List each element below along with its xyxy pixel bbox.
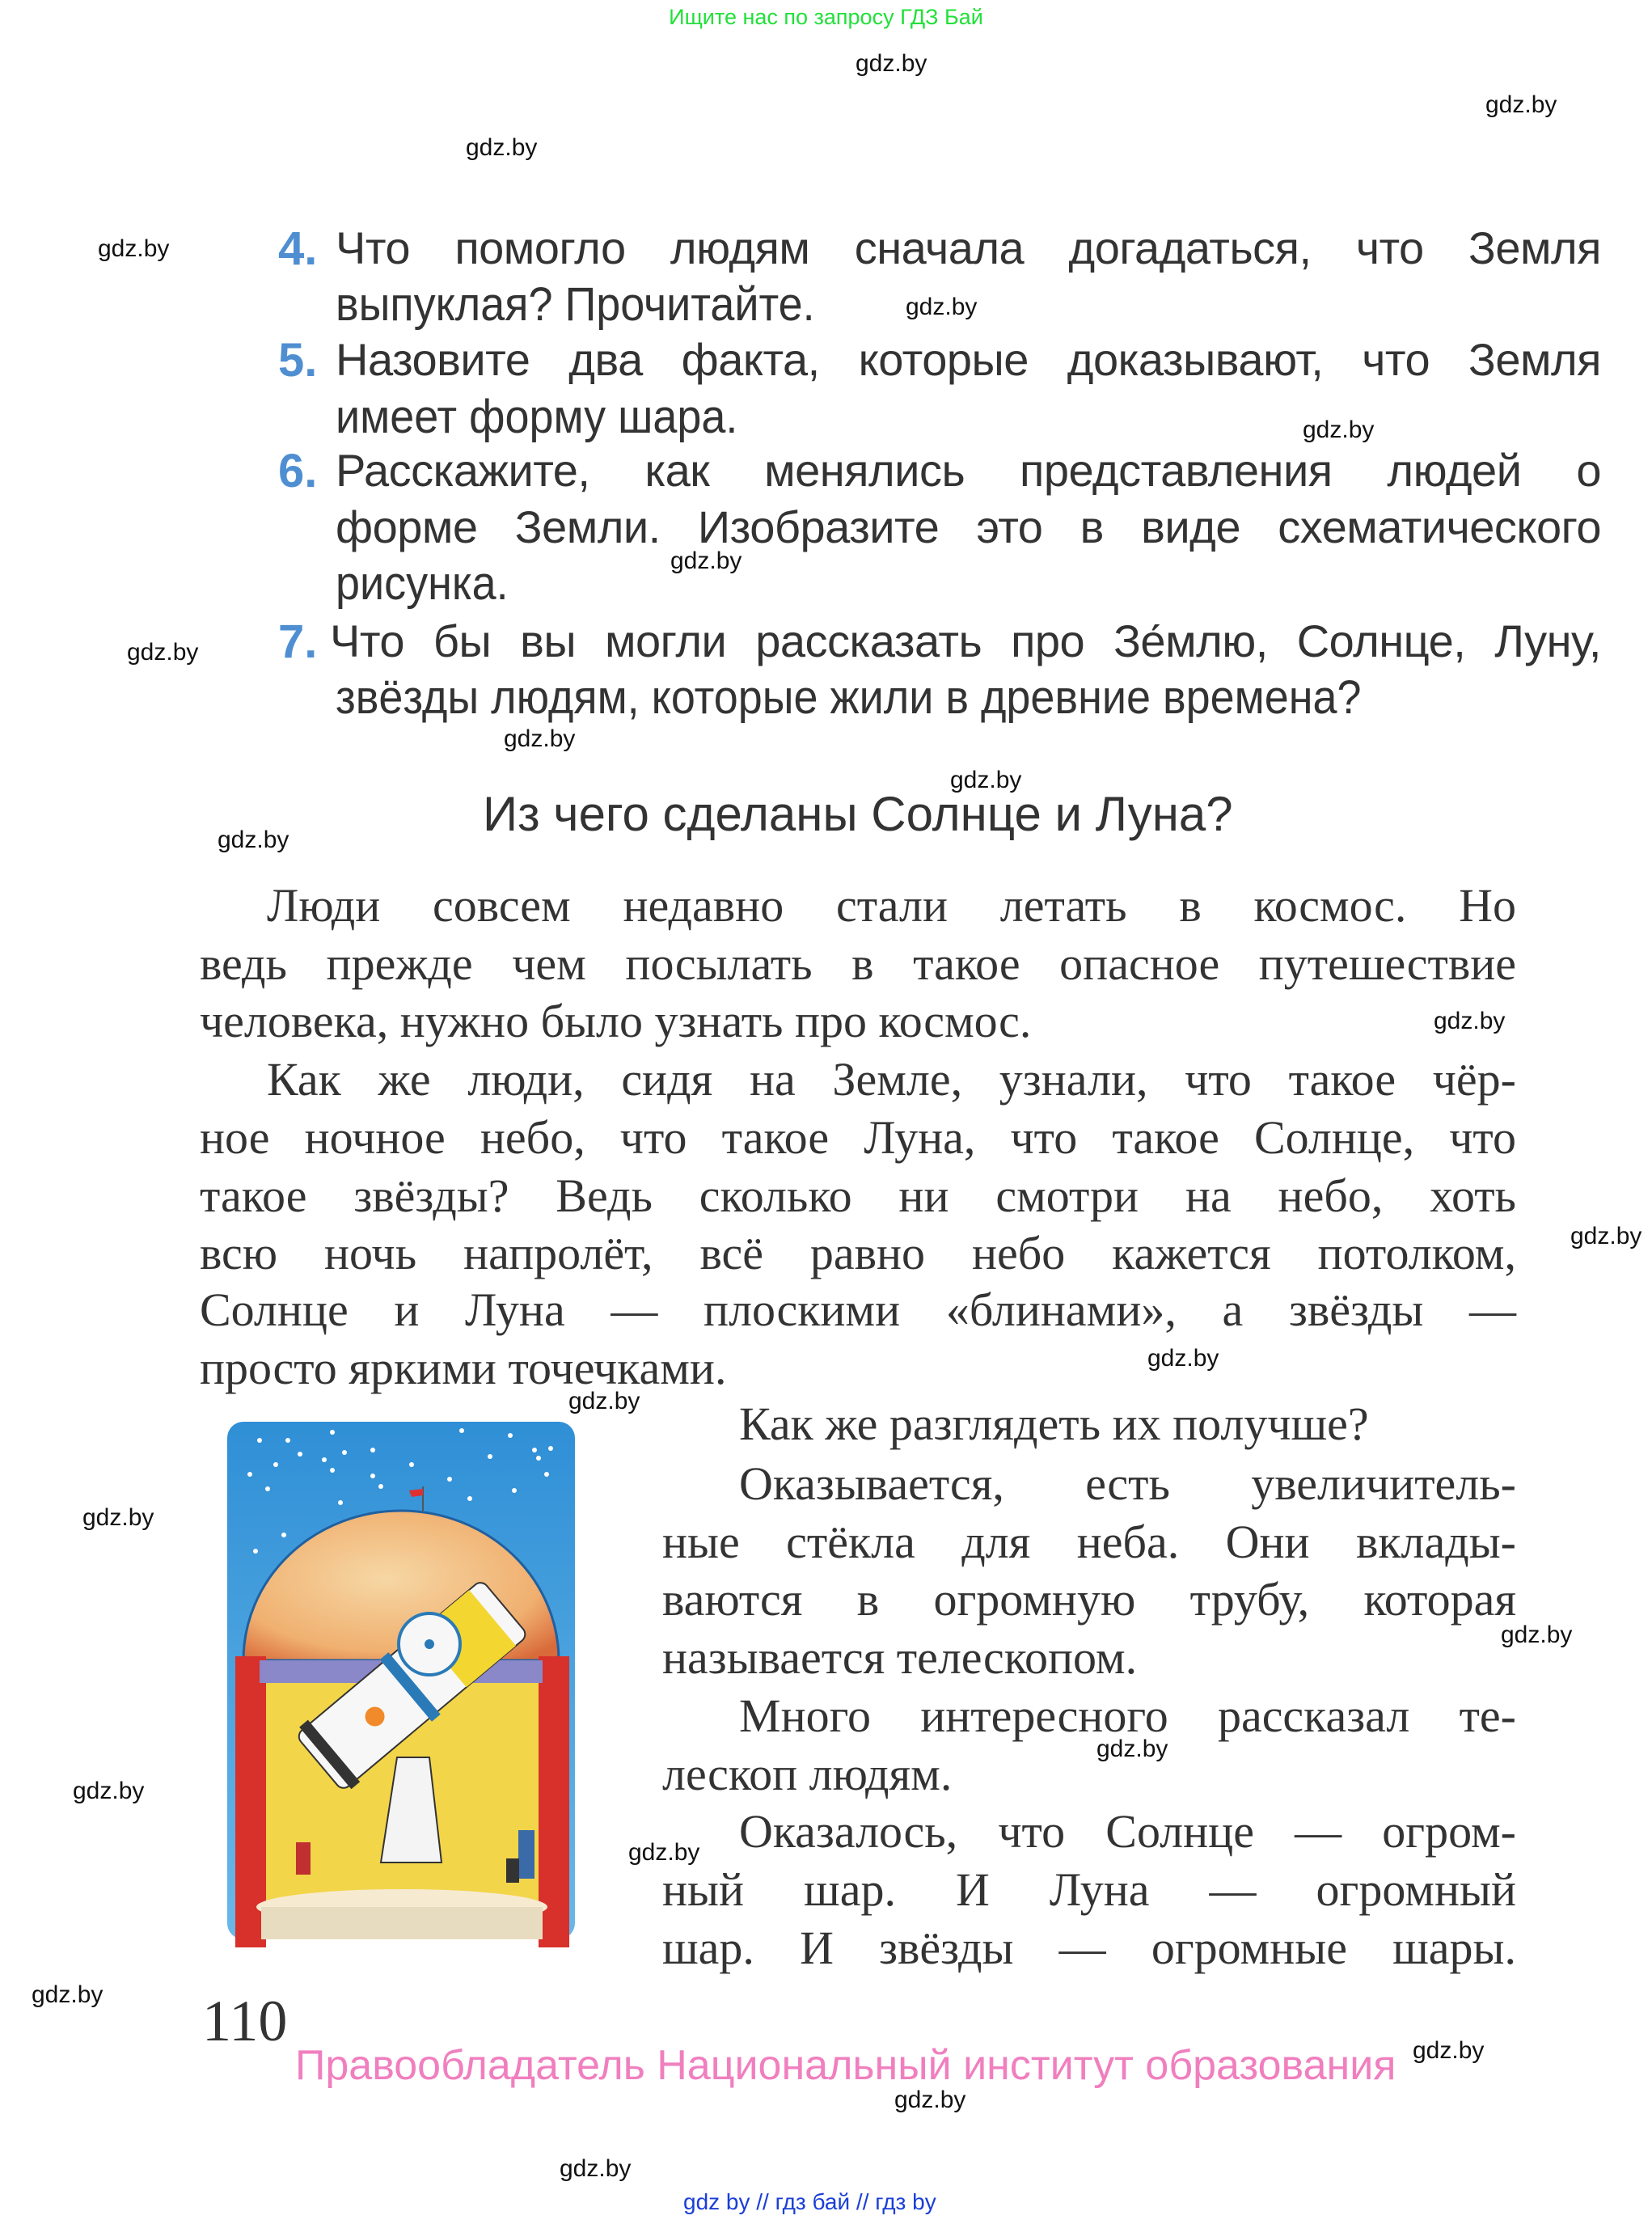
watermark: gdz.by xyxy=(98,235,170,262)
watermark: gdz.by xyxy=(82,1504,154,1531)
watermark: gdz.by xyxy=(466,134,538,161)
watermark: gdz.by xyxy=(856,50,927,77)
question-line: звёзды людям, которые жили в древние времена? xyxy=(336,671,1362,724)
paragraph-line: Солнце и Луна — плоскими «блинами», а звёзды — xyxy=(200,1283,1516,1336)
watermark: gdz.by xyxy=(1570,1223,1642,1249)
question-number: 6. xyxy=(278,445,318,497)
paragraph-line: ваются в огромную трубу, которая xyxy=(662,1573,1516,1626)
watermark: gdz.by xyxy=(1413,2037,1485,2064)
observatory-illustration xyxy=(211,1410,591,1965)
watermark: gdz.by xyxy=(568,1388,640,1414)
paragraph-line: Оказалось, что Солнце — огром- xyxy=(739,1805,1516,1858)
question-line: форме Земли. Изобразите это в виде схематического xyxy=(336,501,1601,552)
watermark: gdz.by xyxy=(560,2155,632,2182)
watermark: gdz.by xyxy=(1096,1736,1168,1762)
watermark: gdz.by xyxy=(894,2087,966,2113)
page-number: 110 xyxy=(202,1989,288,2053)
paragraph-line: называется телескопом. xyxy=(662,1631,1138,1684)
paragraph-line: ные стёкла для неба. Они вклады- xyxy=(662,1516,1516,1568)
watermark: gdz.by xyxy=(218,827,289,853)
watermark: gdz.by xyxy=(628,1839,700,1866)
question-line: Что помогло людям сначала догадаться, что Земля xyxy=(336,222,1601,273)
watermark: gdz.by xyxy=(1303,416,1375,443)
footer-links[interactable]: gdz by // гдз бай // гдз by xyxy=(683,2189,936,2214)
paragraph-line: шар. И звёзды — огромные шары. xyxy=(662,1922,1516,1974)
watermark: gdz.by xyxy=(1434,1008,1506,1034)
question-line: Расскажите, как менялись представления людей о xyxy=(336,445,1601,496)
paragraph-line: ное ночное небо, что такое Луна, что такое Солнце, что xyxy=(200,1111,1516,1164)
watermark: gdz.by xyxy=(670,548,742,574)
question-number: 4. xyxy=(278,222,318,275)
question-line: выпуклая? Прочитайте. xyxy=(336,278,815,331)
question-line: рисунка. xyxy=(336,557,509,610)
search-hint-banner: Ищите нас по запросу ГДЗ Бай xyxy=(669,5,983,29)
paragraph-line: ведь прежде чем посылать в такое опасное путешествие xyxy=(200,937,1516,990)
paragraph-line: Много интересного рассказал те- xyxy=(739,1689,1516,1742)
question-number: 7. xyxy=(278,615,318,668)
watermark: gdz.by xyxy=(73,1778,145,1804)
section-heading: Из чего сделаны Солнце и Луна? xyxy=(483,787,1233,841)
paragraph-line: Оказывается, есть увеличитель- xyxy=(739,1457,1516,1510)
paragraph-line: такое звёзды? Ведь сколько ни смотри на небо, хоть xyxy=(200,1169,1516,1222)
paragraph-line: всю ночь напролёт, всё равно небо кажется потолком, xyxy=(200,1227,1516,1279)
watermark: gdz.by xyxy=(906,294,978,320)
watermark: gdz.by xyxy=(127,639,199,666)
watermark: gdz.by xyxy=(32,1981,104,2008)
watermark: gdz.by xyxy=(950,767,1022,793)
paragraph-line: лескоп людям. xyxy=(662,1748,953,1800)
telescope-icon xyxy=(211,1410,591,1965)
question-line: имеет форму шара. xyxy=(336,391,738,443)
watermark: gdz.by xyxy=(504,725,576,752)
question-line: Что бы вы могли рассказать про Зе́млю, Солнце, Луну, xyxy=(330,615,1601,666)
paragraph-line: просто яркими точечками. xyxy=(200,1342,727,1394)
paragraph-line: Как же люди, сидя на Земле, узнали, что такое чёр- xyxy=(267,1053,1516,1106)
watermark: gdz.by xyxy=(1501,1621,1573,1648)
question-number: 5. xyxy=(278,334,318,387)
watermark: gdz.by xyxy=(1485,91,1557,118)
paragraph-line: Люди совсем недавно стали летать в космос. Но xyxy=(267,879,1516,932)
paragraph-line: ный шар. И Луна — огромный xyxy=(662,1863,1516,1916)
watermark: gdz.by xyxy=(1147,1345,1219,1372)
rights-holder-notice: Правообладатель Национальный институт образования xyxy=(295,2042,1396,2089)
paragraph-line: Как же разглядеть их получше? xyxy=(739,1397,1369,1450)
question-line: Назовите два факта, которые доказывают, что Земля xyxy=(336,334,1601,385)
paragraph-line: человека, нужно было узнать про космос. xyxy=(200,995,1032,1047)
